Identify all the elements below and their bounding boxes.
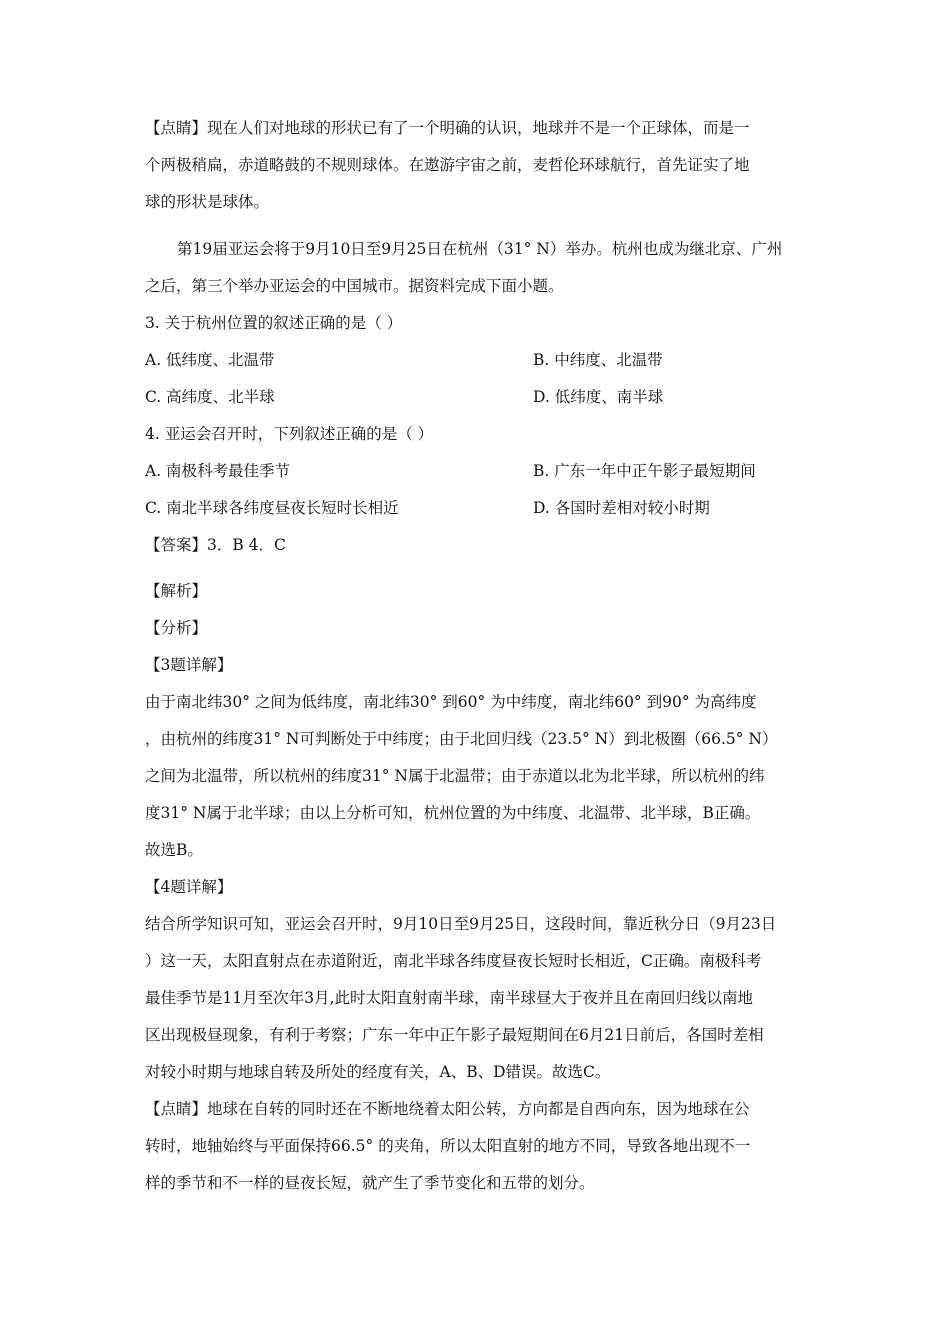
answer-line: 【答案】3．B 4．C bbox=[145, 536, 286, 554]
dianjing-paragraph-1 bbox=[145, 118, 810, 212]
text-line: ）这一天，太阳直射点在赤道附近，南北半球各纬度昼夜长短时长相近，C正确。南极科考 bbox=[145, 952, 762, 970]
text-line: 之间为北温带，所以杭州的纬度31° N属于北温带；由于赤道以北为北半球，所以杭州的纬 bbox=[145, 767, 765, 785]
q3-detail-paragraph bbox=[145, 692, 810, 860]
q3-options-row-2 bbox=[145, 387, 810, 407]
q3-option-b: B. 中纬度、北温带 bbox=[533, 351, 663, 369]
fenxi-heading: 【分析】 bbox=[145, 619, 208, 637]
q4-options-row-2 bbox=[145, 498, 810, 518]
question-4: 4. 亚运会召开时，下列叙述正确的是（ ） bbox=[145, 425, 434, 443]
text-line: 对较小时期与地球自转及所处的经度有关，A、B、D错误。故选C。 bbox=[145, 1063, 611, 1081]
text-line: 样的季节和不一样的昼夜长短，就产生了季节变化和五带的划分。 bbox=[145, 1174, 595, 1192]
q3-option-c: C. 高纬度、北半球 bbox=[145, 388, 275, 406]
text-line: 之后，第三个举办亚运会的中国城市。据资料完成下面小题。 bbox=[145, 277, 564, 295]
dianjing-paragraph-2 bbox=[145, 1099, 810, 1193]
q4-option-b: B. 广东一年中正午影子最短期间 bbox=[533, 462, 756, 480]
text-line: 结合所学知识可知，亚运会召开时，9月10日至9月25日，这段时间，靠近秋分日（9月23日 bbox=[145, 915, 777, 933]
text-line: 区出现极昼现象，有利于考察；广东一年中正午影子最短期间在6月21日前后，各国时差相 bbox=[145, 1026, 764, 1044]
q3-options-row-1 bbox=[145, 350, 810, 370]
q4-option-a: A. 南极科考最佳季节 bbox=[145, 462, 291, 480]
text-line: 度31° N属于北半球；由以上分析可知，杭州位置的为中纬度、北温带、北半球，B正确。 bbox=[145, 804, 761, 822]
text-line: ，由杭州的纬度31° N可判断处于中纬度；由于北回归线（23.5° N）到北极圈（66.5° N） bbox=[145, 730, 778, 748]
q3-option-d: D. 低纬度、南半球 bbox=[533, 388, 664, 406]
analysis-heading: 【解析】 bbox=[145, 582, 208, 600]
text-line: 球的形状是球体。 bbox=[145, 193, 270, 211]
q3-detail-heading: 【3题详解】 bbox=[145, 656, 233, 674]
text-line: 个两极稍扁，赤道略鼓的不规则球体。在遨游宇宙之前，麦哲伦环球航行，首先证实了地 bbox=[145, 156, 750, 174]
text-line: 【点睛】现在人们对地球的形状已有了一个明确的认识，地球并不是一个正球体，而是一 bbox=[145, 119, 750, 137]
document-content bbox=[145, 118, 810, 1193]
q3-option-a: A. 低纬度、北温带 bbox=[145, 351, 275, 369]
text-line: 由于南北纬30° 之间为低纬度，南北纬30° 到60° 为中纬度，南北纬60° 到90° 为高纬度 bbox=[145, 693, 757, 711]
q4-detail-paragraph bbox=[145, 914, 810, 1082]
text-line: 转时，地轴始终与平面保持66.5° 的夹角，所以太阳直射的地方不同，导致各地出现不一 bbox=[145, 1137, 751, 1155]
q4-options-row-1 bbox=[145, 461, 810, 481]
text-line: 最佳季节是11月至次年3月,此时太阳直射南半球，南半球昼大于夜并且在南回归线以南地 bbox=[145, 989, 754, 1007]
text-line: 故选B。 bbox=[145, 841, 203, 859]
text-line: 第19届亚运会将于9月10日至9月25日在杭州（31° N）举办。杭州也成为继北京、广州 bbox=[177, 240, 783, 258]
q4-option-c: C. 南北半球各纬度昼夜长短时长相近 bbox=[145, 499, 399, 517]
intro-paragraph bbox=[145, 239, 810, 296]
q4-detail-heading: 【4题详解】 bbox=[145, 878, 233, 896]
question-3: 3. 关于杭州位置的叙述正确的是（ ） bbox=[145, 314, 403, 332]
q4-option-d: D. 各国时差相对较小时期 bbox=[533, 499, 710, 517]
text-line: 【点睛】地球在自转的同时还在不断地绕着太阳公转，方向都是自西向东，因为地球在公 bbox=[145, 1100, 750, 1118]
